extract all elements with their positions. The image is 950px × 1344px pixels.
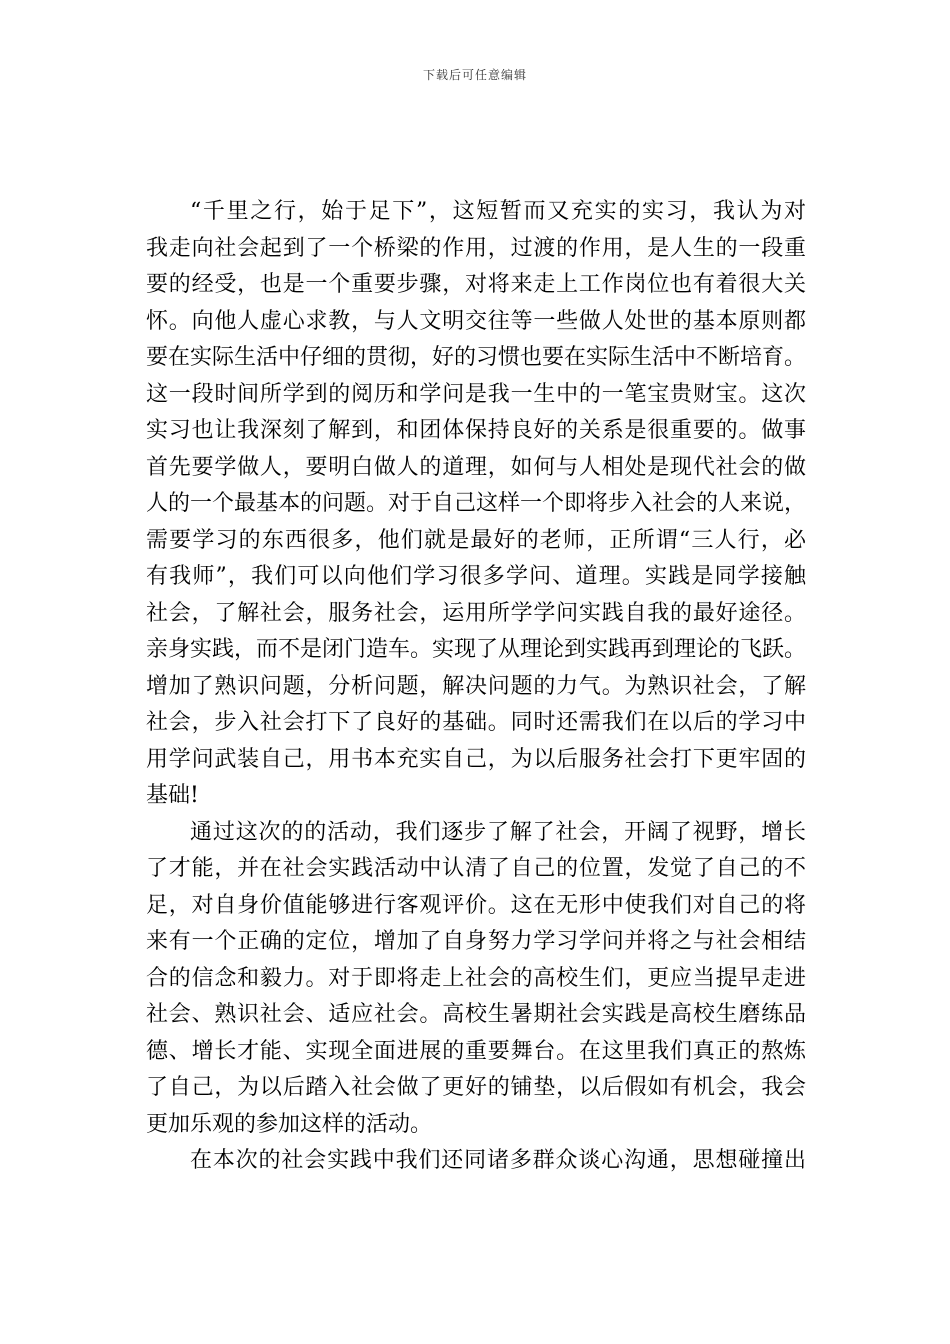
text-line: 亲身实践，而不是闭门造车。实现了从理论到实践再到理论的飞跃。 <box>146 637 807 662</box>
text-line: 基础! <box>146 783 199 808</box>
text-line: 更加乐观的参加这样的活动。 <box>146 1111 433 1137</box>
text-line: 有我师”，我们可以向他们学习很多学问、道理。实践是同学接触 <box>146 564 806 589</box>
text-line: 实习也让我深刻了解到，和团体保持良好的关系是很重要的。做事 <box>146 418 806 443</box>
text-line: 通过这次的的活动，我们逐步了解了社会，开阔了视野，增长 <box>190 819 806 845</box>
text-line: 德、增长才能、实现全面进展的重要舞台。在这里我们真正的熬炼 <box>146 1038 806 1064</box>
text-line: 首先要学做人，要明白做人的道理，如何与人相处是现代社会的做 <box>146 454 806 480</box>
text-line: 增加了熟识问题，分析问题，解决问题的力气。为熟识社会，了解 <box>146 673 806 699</box>
text-line: 社会、熟识社会、适应社会。高校生暑期社会实践是高校生磨练品 <box>146 1002 806 1027</box>
text-line: “千里之行，始于足下”，这短暂而又充实的实习，我认为对 <box>190 199 806 224</box>
page-header: 下载后可任意编辑 <box>422 68 527 82</box>
text-line: 用学问武装自己，用书本充实自己，为以后服务社会打下更牢固的 <box>146 746 806 772</box>
text-line: 这一段时间所学到的阅历和学问是我一生中的一笔宝贵财宝。这次 <box>146 381 806 407</box>
text-line: 足，对自身价值能够进行客观评价。这在无形中使我们对自己的将 <box>146 892 806 918</box>
document-body <box>146 194 806 1180</box>
text-line: 了才能，并在社会实践活动中认清了自己的位置，发觉了自己的不 <box>146 856 806 881</box>
text-line: 我走向社会起到了一个桥梁的作用，过渡的作用，是人生的一段重 <box>146 235 806 261</box>
text-line: 需要学习的东西很多，他们就是最好的老师，正所谓“三人行，必 <box>146 527 806 553</box>
text-line: 来有一个正确的定位，增加了自身努力学习学问并将之与社会相结 <box>146 929 806 954</box>
text-line: 了自己，为以后踏入社会做了更好的铺垫，以后假如有机会，我会 <box>146 1075 806 1100</box>
text-line: 要在实际生活中仔细的贯彻，好的习惯也要在实际生活中不断培育。 <box>146 345 807 370</box>
text-line: 要的经受，也是一个重要步骤，对将来走上工作岗位也有着很大关 <box>146 272 806 297</box>
text-line: 社会，步入社会打下了良好的基础。同时还需我们在以后的学习中 <box>146 710 806 735</box>
text-line: 合的信念和毅力。对于即将走上社会的高校生们，更应当提早走进 <box>146 965 806 991</box>
text-line: 人的一个最基本的问题。对于自己这样一个即将步入社会的人来说， <box>146 491 807 516</box>
text-line: 在本次的社会实践中我们还同诸多群众谈心沟通，思想碰撞出 <box>190 1148 806 1173</box>
text-line: 社会，了解社会，服务社会，运用所学学问实践自我的最好途径。 <box>146 600 806 626</box>
text-line: 怀。向他人虚心求教，与人文明交往等一些做人处世的基本原则都 <box>146 308 806 334</box>
